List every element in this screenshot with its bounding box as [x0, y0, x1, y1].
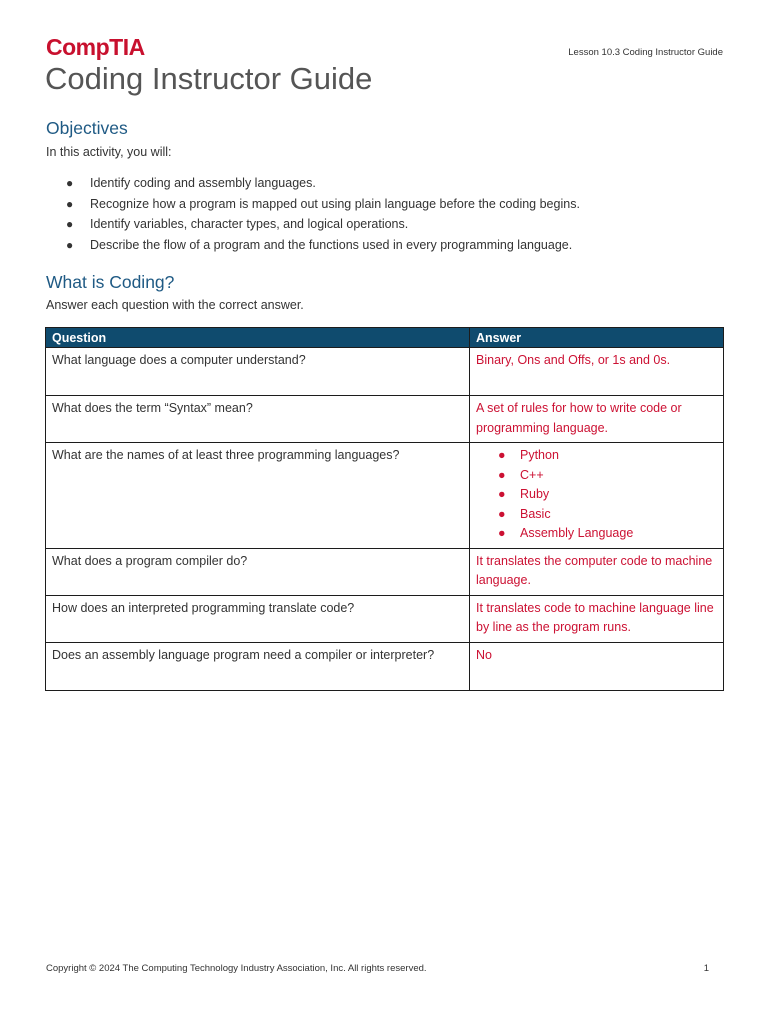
- bullet-icon: ●: [498, 526, 506, 540]
- language-name: C++: [520, 467, 544, 482]
- table-row: [46, 443, 724, 549]
- objectives-list: [66, 173, 580, 256]
- language-name: Basic: [520, 506, 551, 521]
- objective-text: Identify coding and assembly languages.: [90, 176, 316, 190]
- language-name: Python: [520, 448, 559, 462]
- objective-text: Describe the flow of a program and the functions used in every programming language.: [90, 238, 573, 253]
- page-title: Coding Instructor Guide: [45, 61, 373, 96]
- language-name: Ruby: [520, 487, 550, 501]
- answer-column-header: Answer: [470, 328, 724, 348]
- answer-cell: It translates the computer code to machine language.: [470, 548, 724, 595]
- list-item: [476, 446, 717, 466]
- bullet-icon: ●: [498, 467, 506, 482]
- what-is-coding-heading: What is Coding?: [46, 272, 175, 292]
- bullet-icon: ●: [66, 176, 74, 190]
- answer-cell: A set of rules for how to write code or programming language.: [470, 396, 724, 443]
- lesson-label: Lesson 10.3 Coding Instructor Guide: [568, 47, 723, 58]
- question-cell: How does an interpreted programming translate code?: [46, 595, 470, 642]
- answer-cell: No: [470, 642, 724, 690]
- answer-cell: Binary, Ons and Offs, or 1s and 0s.: [470, 348, 724, 396]
- question-column-header: Question: [46, 328, 470, 348]
- objective-text: Recognize how a program is mapped out using plain language before the coding begins.: [90, 196, 580, 211]
- objectives-heading: Objectives: [46, 118, 128, 138]
- language-list: [476, 446, 717, 544]
- objective-item: [66, 194, 580, 215]
- question-cell: What does a program compiler do?: [46, 548, 470, 595]
- question-cell: What language does a computer understand?: [46, 348, 470, 396]
- table-row: [46, 396, 724, 443]
- objective-item: [66, 173, 580, 194]
- bullet-icon: ●: [498, 487, 506, 501]
- question-cell: What does the term “Syntax” mean?: [46, 396, 470, 443]
- coding-instruction: Answer each question with the correct answer.: [46, 298, 304, 312]
- copyright-notice: Copyright © 2024 The Computing Technology Industry Association, Inc. All rights reserved.: [46, 963, 427, 974]
- answer-cell: [470, 443, 724, 549]
- bullet-icon: ●: [66, 238, 74, 253]
- objective-item: [66, 214, 580, 235]
- question-cell: Does an assembly language program need a compiler or interpreter?: [46, 642, 470, 690]
- bullet-icon: ●: [66, 196, 74, 211]
- list-item: [476, 505, 717, 525]
- list-item: [476, 524, 717, 544]
- table-row: [46, 642, 724, 690]
- table-row: [46, 595, 724, 642]
- bullet-icon: ●: [498, 506, 506, 521]
- objective-item: [66, 235, 580, 256]
- bullet-icon: ●: [498, 448, 506, 462]
- table-row: [46, 348, 724, 396]
- comptia-logo: CompTIA: [46, 34, 145, 60]
- question-cell: What are the names of at least three programming languages?: [46, 443, 470, 549]
- list-item: [476, 466, 717, 486]
- table-header-row: [46, 328, 724, 348]
- table-row: [46, 548, 724, 595]
- qa-table: [45, 327, 724, 691]
- answer-cell: It translates code to machine language line by line as the program runs.: [470, 595, 724, 642]
- bullet-icon: ●: [66, 217, 74, 232]
- language-name: Assembly Language: [520, 526, 634, 540]
- objective-text: Identify variables, character types, and logical operations.: [90, 217, 409, 232]
- list-item: [476, 485, 717, 505]
- objectives-intro: In this activity, you will:: [46, 145, 172, 159]
- page-number: 1: [703, 963, 709, 974]
